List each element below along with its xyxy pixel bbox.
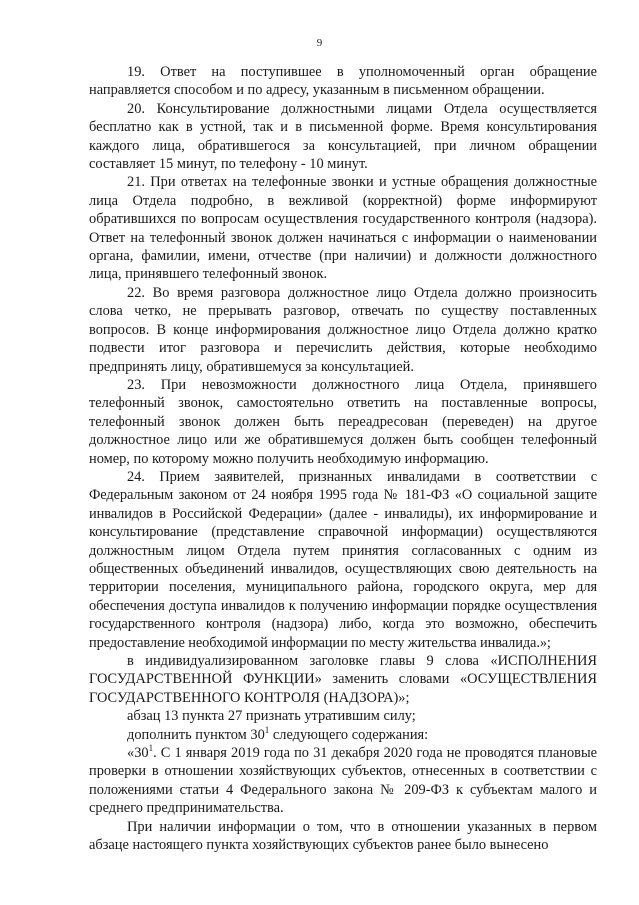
- add-item-text-end: следующего содержания:: [269, 726, 429, 743]
- paragraph-item-23: 23. При невозможности должностного лица Отдела, принявшего телефонный звонок, самостоятельно ответить на поставленные вопросы, телефонный звонок должен быть переадресован (переведен) на другое должностное лицо или же обратившемуся должен быть сообщен телефонный номер, по которому можно получить необходимую информацию.: [89, 376, 597, 467]
- paragraph-item-30-1: [89, 744, 597, 818]
- paragraph-heading-change: в индивидуализированном заголовке главы 9 слова «ИСПОЛНЕНИЯ ГОСУДАРСТВЕННОЙ ФУНКЦИИ» заменить словами «ОСУЩЕСТВЛЕНИЯ ГОСУДАРСТВЕННОГО КОНТРОЛЯ (НАДЗОРА)»;: [89, 653, 597, 706]
- paragraph-repeal-abzac-13: абзац 13 пункта 27 признать утратившим силу;: [127, 708, 416, 725]
- paragraph-item-24: 24. Прием заявителей, признанных инвалидами в соответствии с Федеральным законом от 24 ноября 1995 года № 181-ФЗ «О социальной защите инвалидов в Российской Федерации» (далее - инвалиды), их информирование и консультирование (представление справочной информации) осуществляются должностным лицом Отдела путем принятия согласованных с одним из общественных объединений инвалидов, осуществляющих свою деятельность на территории поселения, муниципального района, городского округа, мер для обеспечения доступа инвалидов к получению информации порядке осуществления государственного контроля (надзора) либо, когда это возможно, обеспечить предоставление необходимой информации по месту жительства инвалида.»;: [89, 468, 597, 651]
- paragraph-item-30-1-continued: При наличии информации о том, что в отношении указанных в первом абзаце настоящего пункта хозяйствующих субъектов ранее было вынесено: [89, 818, 597, 854]
- paragraph-item-21: 21. При ответах на телефонные звонки и устные обращения должностные лица Отдела подробно, в вежливой (корректной) форме информируют обратившихся по вопросам осуществления государственного контроля (надзора). Ответ на телефонный звонок должен начинаться с информации о наименовании органа, фамилии, имени, отчестве (при наличии) и должности должностного лица, принявшего телефонный звонок.: [89, 174, 597, 283]
- paragraph-item-20: 20. Консультирование должностными лицами Отдела осуществляется бесплатно как в устной, так и в письменной форме. Время консультирования каждого лица, обратившегося за консультацией, при личном обращении составляет 15 минут, по телефону - 10 минут.: [89, 100, 597, 173]
- paragraph-item-19: 19. Ответ на поступившее в уполномоченный орган обращение направляется способом и по адресу, указанным в письменном обращении.: [89, 64, 597, 99]
- paragraph-add-item-30-1: [89, 726, 597, 744]
- paragraph-item-22: 22. Во время разговора должностное лицо Отдела должно произносить слова четко, не прерывать разговор, отвечать по существу поставленных вопросов. В конце информирования должностное лицо Отдела должно кратко подвести итог разговора и перечислить действия, которые необходимо предпринять лицу, обратившемуся за консультацией.: [89, 284, 597, 375]
- page-number: 9: [316, 37, 323, 49]
- superscript-index: 1: [148, 743, 154, 754]
- item-30-1-number: «30: [127, 745, 149, 762]
- item-30-1-text: . С 1 января 2019 года по 31 декабря 2020 года не проводятся плановые проверки в отношении хозяйствующих субъектов, отнесенных в соответствии с положениями статьи 4 Федерального закона № 209-ФЗ к субъектам малого и среднего предпринимательства.: [89, 745, 597, 817]
- superscript-index: 1: [264, 724, 270, 735]
- document-body: [89, 63, 597, 854]
- add-item-text: дополнить пунктом 30: [127, 726, 265, 743]
